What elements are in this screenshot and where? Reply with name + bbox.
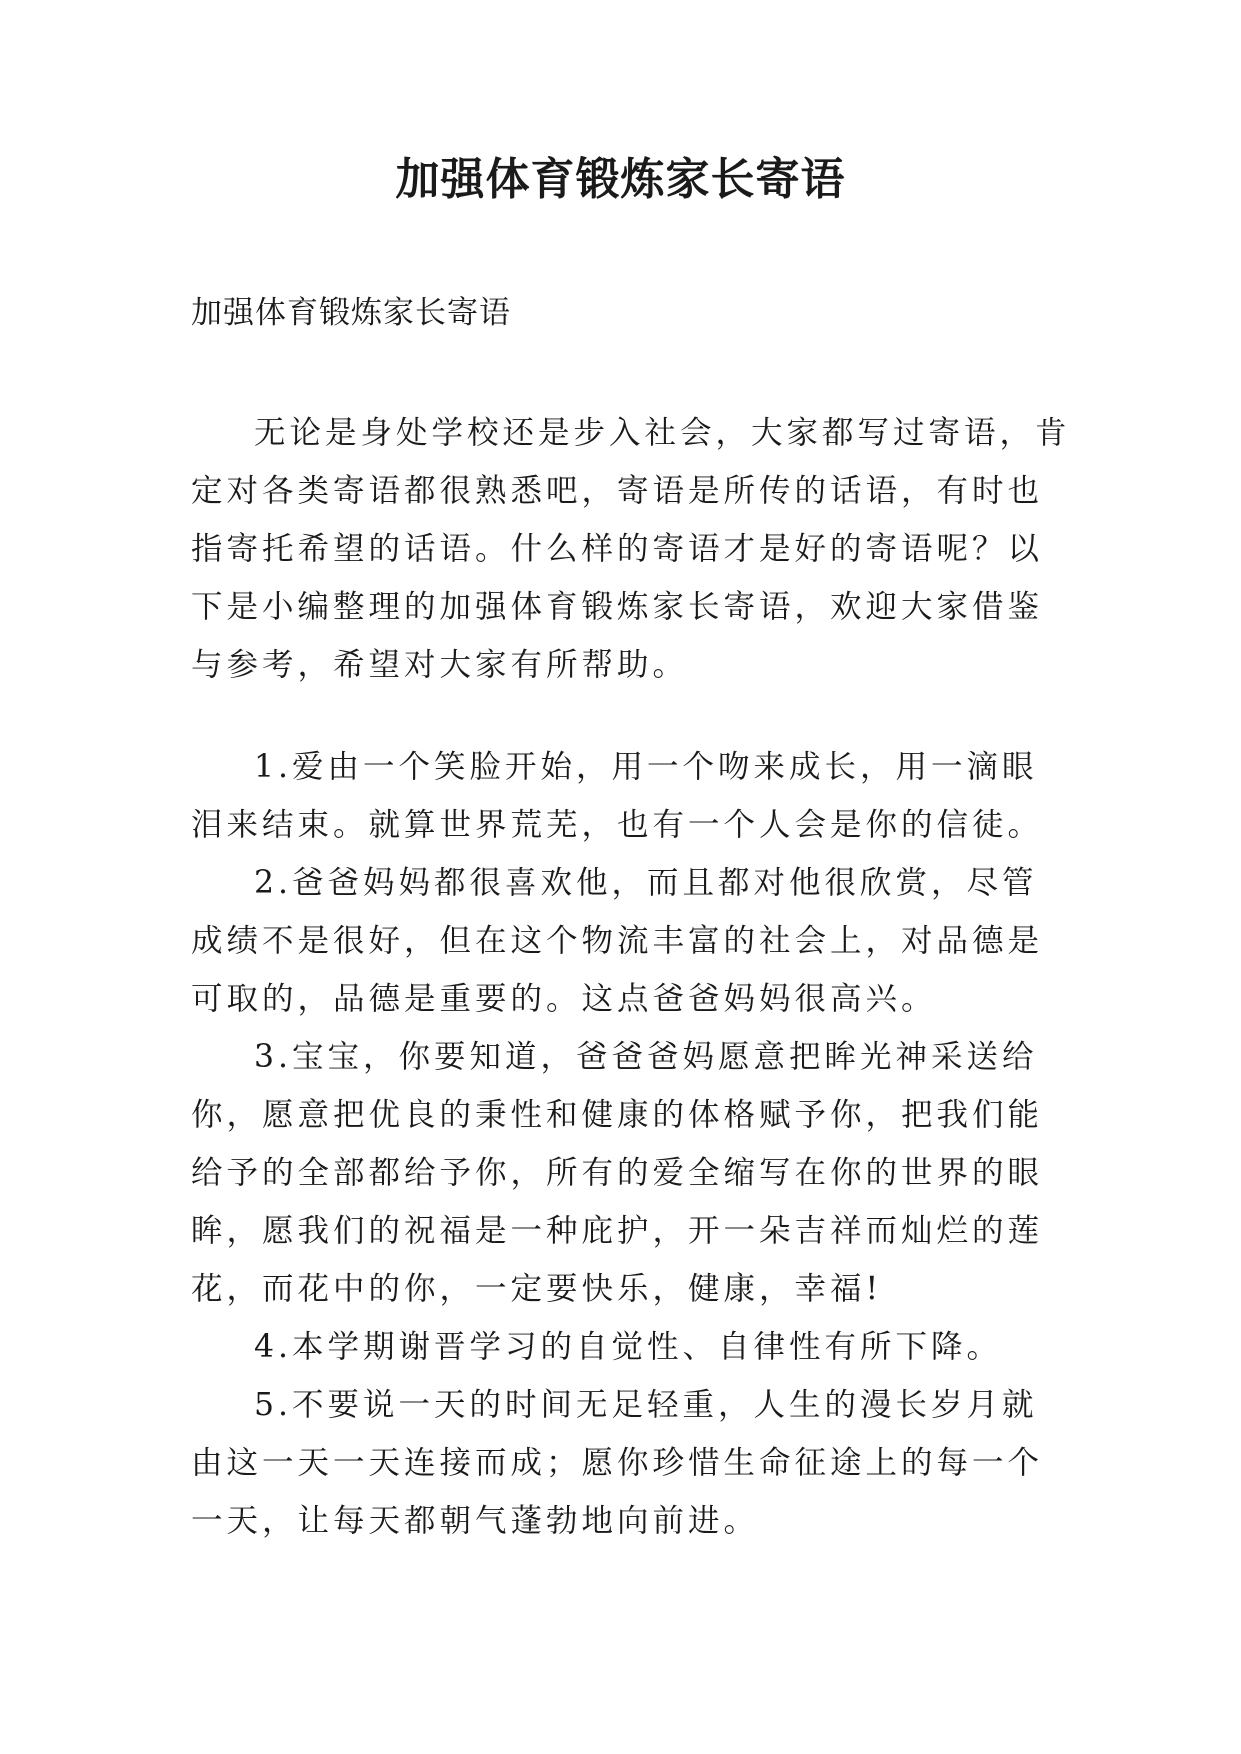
list-item: 3.宝宝，你要知道，爸爸爸妈愿意把眸光神采送给你，愿意把优良的秉性和健康的体格赋予你，把我们能给予的全部都给予你，所有的爱全缩写在你的世界的眼眸，愿我们的祝福是一种庇护，开一朵吉祥而灿烂的莲花，而花中的你，一定要快乐，健康，幸福! <box>191 1039 1044 1307</box>
document-subtitle: 加强体育锻炼家长寄语 <box>191 295 511 331</box>
list-item: 5.不要说一天的时间无足轻重，人生的漫长岁月就由这一天一天连接而成；愿你珍惜生命征途上的每一个一天，让每天都朝气蓬勃地向前进。 <box>191 1387 1044 1539</box>
list-item: 1.爱由一个笑脸开始，用一个吻来成长，用一滴眼泪来结束。就算世界荒芜，也有一个人会是你的信徒。 <box>191 749 1044 843</box>
list-item: 4.本学期谢晋学习的自觉性、自律性有所下降。 <box>254 1329 1003 1365</box>
intro-paragraph: 无论是身处学校还是步入社会，大家都写过寄语，肯定对各类寄语都很熟悉吧，寄语是所传的话语，有时也指寄托希望的话语。什么样的寄语才是好的寄语呢？以下是小编整理的加强体育锻炼家长寄语，欢迎大家借鉴与参考，希望对大家有所帮助。 <box>191 415 1071 683</box>
list-item: 2.爸爸妈妈都很喜欢他，而且都对他很欣赏，尽管成绩不是很好，但在这个物流丰富的社会上，对品德是可取的，品德是重要的。这点爸爸妈妈很高兴。 <box>191 865 1044 1017</box>
document-title: 加强体育锻炼家长寄语 <box>395 154 846 205</box>
document-body <box>191 404 1071 1550</box>
